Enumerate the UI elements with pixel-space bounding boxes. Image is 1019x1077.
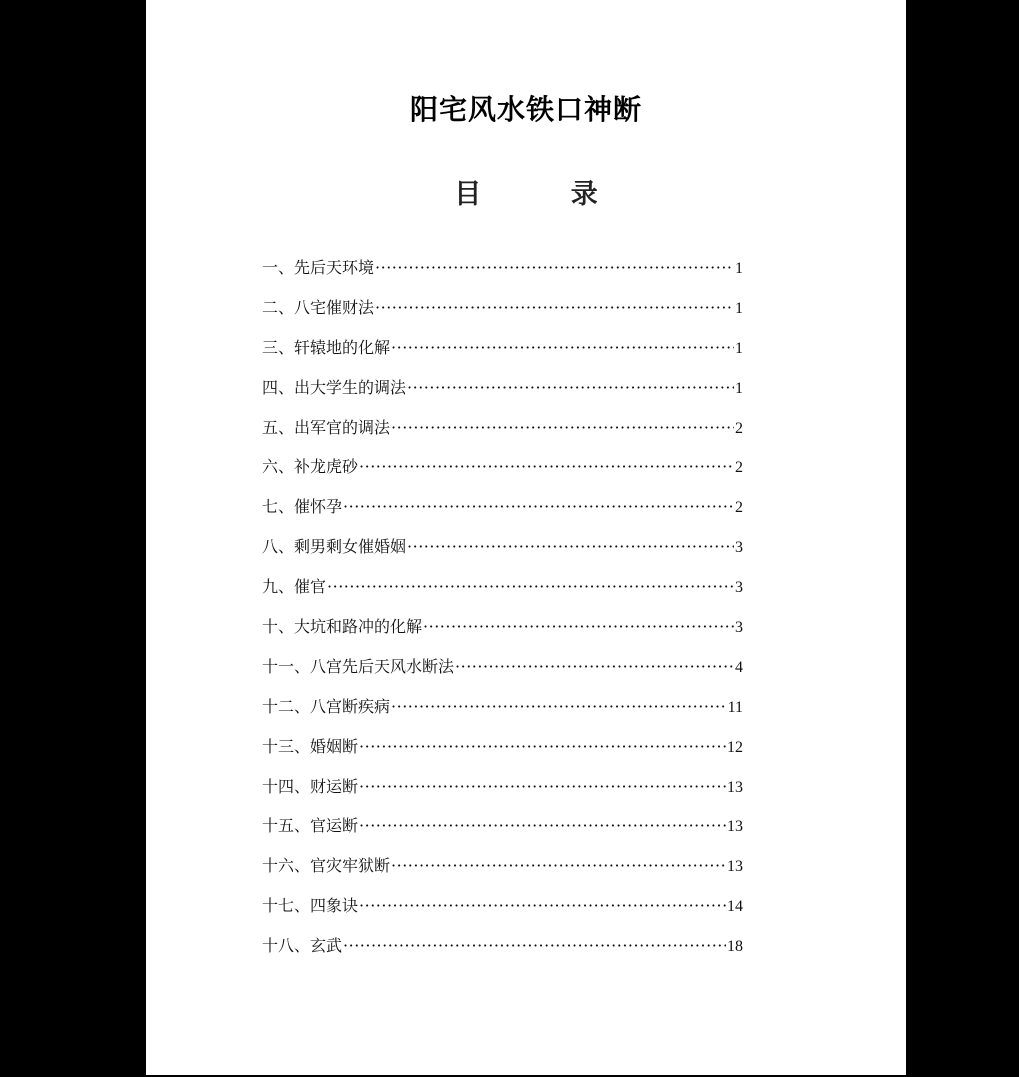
toc-entry-label: 十三、婚姻断 bbox=[262, 736, 359, 756]
toc-entry-page-number: 3 bbox=[735, 579, 743, 597]
toc-dot-leader bbox=[327, 577, 734, 596]
toc-dot-leader bbox=[423, 617, 734, 636]
toc-entry-label: 七、催怀孕 bbox=[262, 497, 343, 517]
document-page bbox=[146, 0, 906, 1075]
toc-entry[interactable] bbox=[262, 734, 743, 774]
toc-entry[interactable] bbox=[262, 694, 743, 734]
toc-entry-page-number: 13 bbox=[727, 778, 743, 796]
toc-entry-label: 二、八宅催财法 bbox=[262, 297, 375, 317]
toc-entry[interactable] bbox=[262, 813, 743, 853]
toc-entry-page-number: 1 bbox=[735, 260, 743, 277]
toc-entry[interactable] bbox=[262, 295, 743, 335]
toc-entry-label: 十五、官运断 bbox=[262, 816, 359, 836]
toc-entry-page-number: 3 bbox=[735, 619, 743, 637]
toc-entry[interactable] bbox=[262, 454, 743, 494]
toc-heading: 目 录 bbox=[454, 179, 638, 210]
toc-dot-leader bbox=[407, 537, 734, 556]
toc-entry[interactable] bbox=[262, 415, 743, 455]
toc-entry-page-number: 3 bbox=[735, 539, 743, 557]
toc-entry-label: 五、出军官的调法 bbox=[262, 417, 391, 437]
document-title: 阳宅风水铁口神断 bbox=[409, 93, 642, 126]
toc-entry-label: 十一、八宫先后天风水断法 bbox=[262, 656, 455, 676]
toc-dot-leader bbox=[359, 816, 726, 835]
toc-entry-label: 一、先后天环境 bbox=[262, 258, 375, 277]
toc-entry-label: 三、轩辕地的化解 bbox=[262, 337, 391, 357]
toc-entry-label: 十八、玄武 bbox=[262, 936, 343, 956]
toc-dot-leader bbox=[343, 497, 734, 516]
toc-dot-leader bbox=[375, 258, 734, 277]
toc-entry-page-number: 18 bbox=[727, 938, 743, 956]
toc-entry[interactable] bbox=[262, 654, 743, 694]
toc-dot-leader bbox=[391, 418, 734, 437]
toc-entry[interactable] bbox=[262, 375, 743, 415]
toc-entry-label: 十四、财运断 bbox=[262, 776, 359, 796]
toc-entry[interactable] bbox=[262, 933, 743, 973]
toc-entry-label: 六、补龙虎砂 bbox=[262, 457, 359, 477]
table-of-contents bbox=[262, 255, 743, 973]
toc-entry[interactable] bbox=[262, 534, 743, 574]
toc-entry[interactable] bbox=[262, 614, 743, 654]
toc-entry-page-number: 11 bbox=[727, 698, 743, 716]
toc-dot-leader bbox=[407, 378, 734, 397]
toc-entry-page-number: 2 bbox=[735, 419, 743, 437]
toc-entry-page-number: 1 bbox=[735, 379, 743, 397]
toc-entry[interactable] bbox=[262, 893, 743, 933]
toc-entry-page-number: 13 bbox=[727, 858, 743, 876]
toc-entry[interactable] bbox=[262, 574, 743, 614]
toc-dot-leader bbox=[359, 777, 726, 796]
toc-entry-label: 十六、官灾牢狱断 bbox=[262, 856, 391, 876]
toc-entry-label: 四、出大学生的调法 bbox=[262, 377, 407, 397]
toc-dot-leader bbox=[455, 657, 734, 676]
toc-dot-leader bbox=[375, 298, 734, 317]
toc-entry-label: 十、大坑和路冲的化解 bbox=[262, 617, 423, 637]
toc-entry-page-number: 4 bbox=[735, 658, 743, 676]
toc-entry-page-number: 1 bbox=[735, 299, 743, 317]
toc-entry-page-number: 13 bbox=[727, 818, 743, 836]
toc-entry[interactable] bbox=[262, 853, 743, 893]
toc-entry[interactable] bbox=[262, 494, 743, 534]
toc-entry-page-number: 12 bbox=[727, 738, 743, 756]
toc-entry[interactable] bbox=[262, 335, 743, 375]
toc-entry-label: 九、催官 bbox=[262, 577, 327, 597]
toc-dot-leader bbox=[359, 457, 734, 476]
toc-entry[interactable] bbox=[262, 774, 743, 814]
toc-dot-leader bbox=[391, 697, 727, 716]
toc-entry-page-number: 14 bbox=[727, 898, 743, 916]
toc-dot-leader bbox=[391, 338, 734, 357]
toc-dot-leader bbox=[359, 737, 726, 756]
toc-dot-leader bbox=[391, 856, 726, 875]
toc-entry-label: 十七、四象诀 bbox=[262, 896, 359, 916]
toc-entry-label: 十二、八宫断疾病 bbox=[262, 696, 391, 716]
toc-entry-page-number: 2 bbox=[735, 499, 743, 517]
toc-entry-page-number: 1 bbox=[735, 339, 743, 357]
toc-entry-label: 八、剩男剩女催婚姻 bbox=[262, 537, 407, 557]
toc-entry[interactable] bbox=[262, 255, 743, 295]
toc-entry-page-number: 2 bbox=[735, 459, 743, 477]
toc-dot-leader bbox=[359, 896, 726, 915]
toc-dot-leader bbox=[343, 936, 726, 955]
